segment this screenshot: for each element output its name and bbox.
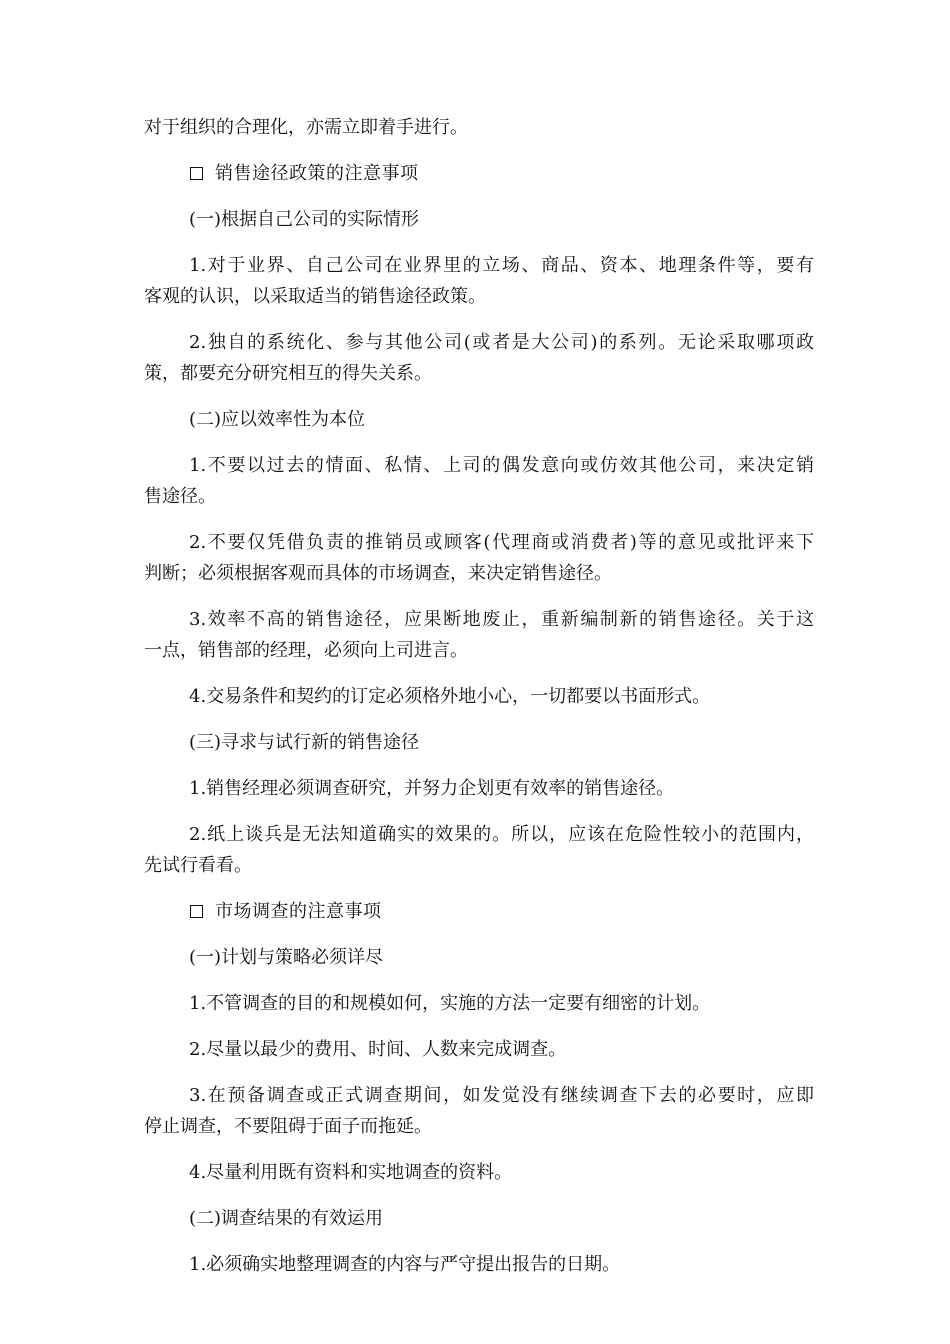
paragraph-line: 客观的认识，以采取适当的销售途径政策。 [144, 286, 486, 307]
paragraph-line: 对于组织的合理化，亦需立即着手进行。 [144, 117, 468, 138]
paragraph-line: 停止调查，不要阻碍于面子而拖延。 [144, 1116, 432, 1137]
paragraph-line: 2.不要仅凭借负责的推销员或顾客(代理商或消费者)等的意见或批评来下 [189, 532, 814, 553]
paragraph-line: 1.对于业界、自己公司在业界里的立场、商品、资本、地理条件等，要有 [189, 255, 814, 276]
paragraph-line: 售途径。 [144, 486, 216, 507]
section-heading-text: 市场调查的注意事项 [215, 901, 382, 922]
paragraph-line: 1.销售经理必须调查研究，并努力企划更有效率的销售途径。 [189, 778, 675, 799]
checkbox-square-icon [190, 905, 203, 918]
paragraph-line: 2.独自的系统化、参与其他公司(或者是大公司)的系列。无论采取哪项政 [189, 332, 814, 353]
subsection-heading: (三)寻求与试行新的销售途径 [189, 732, 420, 753]
checkbox-square-icon [190, 167, 203, 180]
paragraph-line: 先试行看看。 [144, 855, 252, 876]
paragraph-line: 判断；必须根据客观而具体的市场调查，来决定销售途径。 [144, 563, 612, 584]
subsection-heading: (二)应以效率性为本位 [189, 409, 366, 430]
paragraph-line: 2.尽量以最少的费用、时间、人数来完成调查。 [189, 1039, 567, 1060]
paragraph-line: 1.必须确实地整理调查的内容与严守提出报告的日期。 [189, 1254, 621, 1275]
paragraph-line: 策，都要充分研究相互的得失关系。 [144, 363, 432, 384]
paragraph-line: 4.交易条件和契约的订定必须格外地小心，一切都要以书面形式。 [189, 686, 711, 707]
paragraph-line: 3.效率不高的销售途径，应果断地废止，重新编制新的销售途径。关于这 [189, 609, 814, 630]
subsection-heading: (二)调查结果的有效运用 [189, 1208, 384, 1229]
section-heading-text: 销售途径政策的注意事项 [215, 163, 419, 184]
paragraph-line: 一点，销售部的经理，必须向上司进言。 [144, 640, 468, 661]
paragraph-line: 2.纸上谈兵是无法知道确实的效果的。所以，应该在危险性较小的范围内， [189, 824, 814, 845]
paragraph-line: 1.不管调查的目的和规模如何，实施的方法一定要有细密的计划。 [189, 993, 711, 1014]
section-heading-market-research [144, 896, 814, 927]
subsection-heading: (一)计划与策略必须详尽 [189, 947, 384, 968]
document-body [144, 112, 814, 1280]
paragraph-line: 3.在预备调查或正式调查期间，如发觉没有继续调查下去的必要时，应即 [189, 1085, 814, 1106]
paragraph-line: 1.不要以过去的情面、私情、上司的偶发意向或仿效其他公司，来决定销 [189, 455, 814, 476]
section-heading-sales-channel [144, 158, 814, 189]
subsection-heading: (一)根据自己公司的实际情形 [189, 209, 420, 230]
paragraph-line: 4.尽量利用既有资料和实地调查的资料。 [189, 1162, 513, 1183]
